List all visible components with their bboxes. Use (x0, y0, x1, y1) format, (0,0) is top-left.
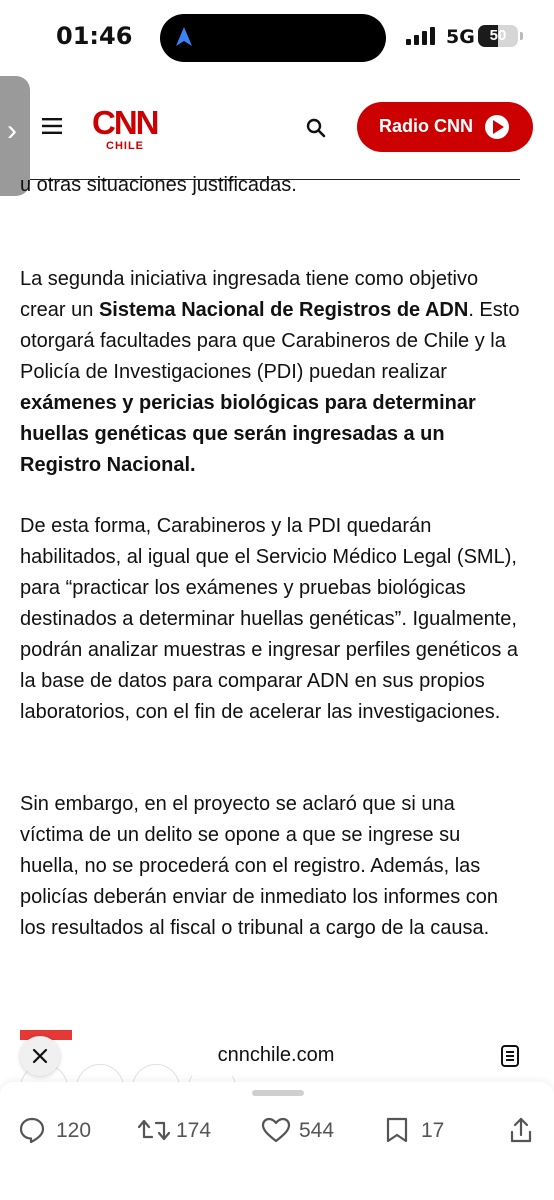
tweet-action-bar (0, 1082, 554, 1200)
radio-cnn-button[interactable] (357, 102, 533, 152)
p1-bold-2: exámenes y pericias biológicas para determinar huellas genéticas que serán ingresadas a un Registro Nacional. (20, 392, 476, 476)
article-paragraph-2: De esta forma, Carabineros y la PDI quedarán habilitados, al igual que el Servicio Médico Legal (SML), para “practicar los exámenes y pruebas biológicas destinados a determinar huellas genéticas”. Igualmente, podrán analizar muestras e ingresar perfiles genéticos a la base de datos para comparar ADN en sus propios laboratorios, con el fin de acelerar las investigaciones. (20, 515, 519, 723)
radio-button-label: Radio CNN (379, 116, 473, 136)
repost-icon (138, 1116, 170, 1144)
hamburger-menu-icon[interactable] (42, 118, 62, 134)
battery-tip (520, 32, 523, 40)
battery-indicator (478, 25, 518, 47)
p1-text-1: La segunda iniciativa ingresada tiene como objetivo crear un (20, 268, 479, 321)
navigation-arrow-icon (174, 26, 194, 48)
search-icon[interactable] (306, 118, 326, 138)
status-bar (0, 0, 554, 76)
bookmark-count: 17 (421, 1119, 445, 1142)
logo-main: CNN (92, 104, 158, 141)
article-paragraph-1 (20, 264, 520, 481)
network-type: 5G (446, 26, 475, 48)
dynamic-island (160, 14, 386, 62)
p1-bold-1: Sistema Nacional de Registros de ADN (98, 299, 469, 321)
status-time: 01:46 (56, 22, 133, 50)
url-bar[interactable] (176, 1036, 376, 1076)
like-count: 544 (299, 1119, 335, 1142)
close-icon (32, 1048, 48, 1064)
cnn-chile-logo[interactable] (92, 106, 158, 156)
p1-text-2: . Esto otorgará facultades para que Carabineros de Chile y la Policía de Investigaciones (PDI) puedan realizar (20, 299, 520, 383)
sheet-grabber[interactable] (252, 1090, 304, 1096)
site-header (0, 76, 554, 180)
battery-level-text: 50 (489, 27, 507, 44)
like-icon (261, 1116, 291, 1144)
url-text: cnnchile.com (217, 1044, 335, 1066)
article-paragraph-0: u otras situaciones justificadas. (20, 174, 297, 196)
play-icon (485, 115, 509, 139)
reply-count: 120 (56, 1119, 92, 1142)
share-icon (509, 1116, 533, 1144)
bookmark-icon (385, 1116, 409, 1144)
logo-sub: CHILE (106, 140, 144, 152)
signal-icon (406, 27, 436, 45)
repost-count: 174 (176, 1119, 212, 1142)
reply-icon (18, 1116, 46, 1144)
reader-icon[interactable] (500, 1045, 520, 1067)
article-paragraph-3: Sin embargo, en el proyecto se aclaró que si una víctima de un delito se opone a que se ingrese su huella, no se procederá con el registro. Además, las policías deberán enviar de inmediato los informes con los resultados al fiscal o tribunal a cargo de la causa. (20, 793, 499, 939)
close-button[interactable] (20, 1036, 60, 1076)
chevron-right-icon: › (7, 114, 17, 147)
